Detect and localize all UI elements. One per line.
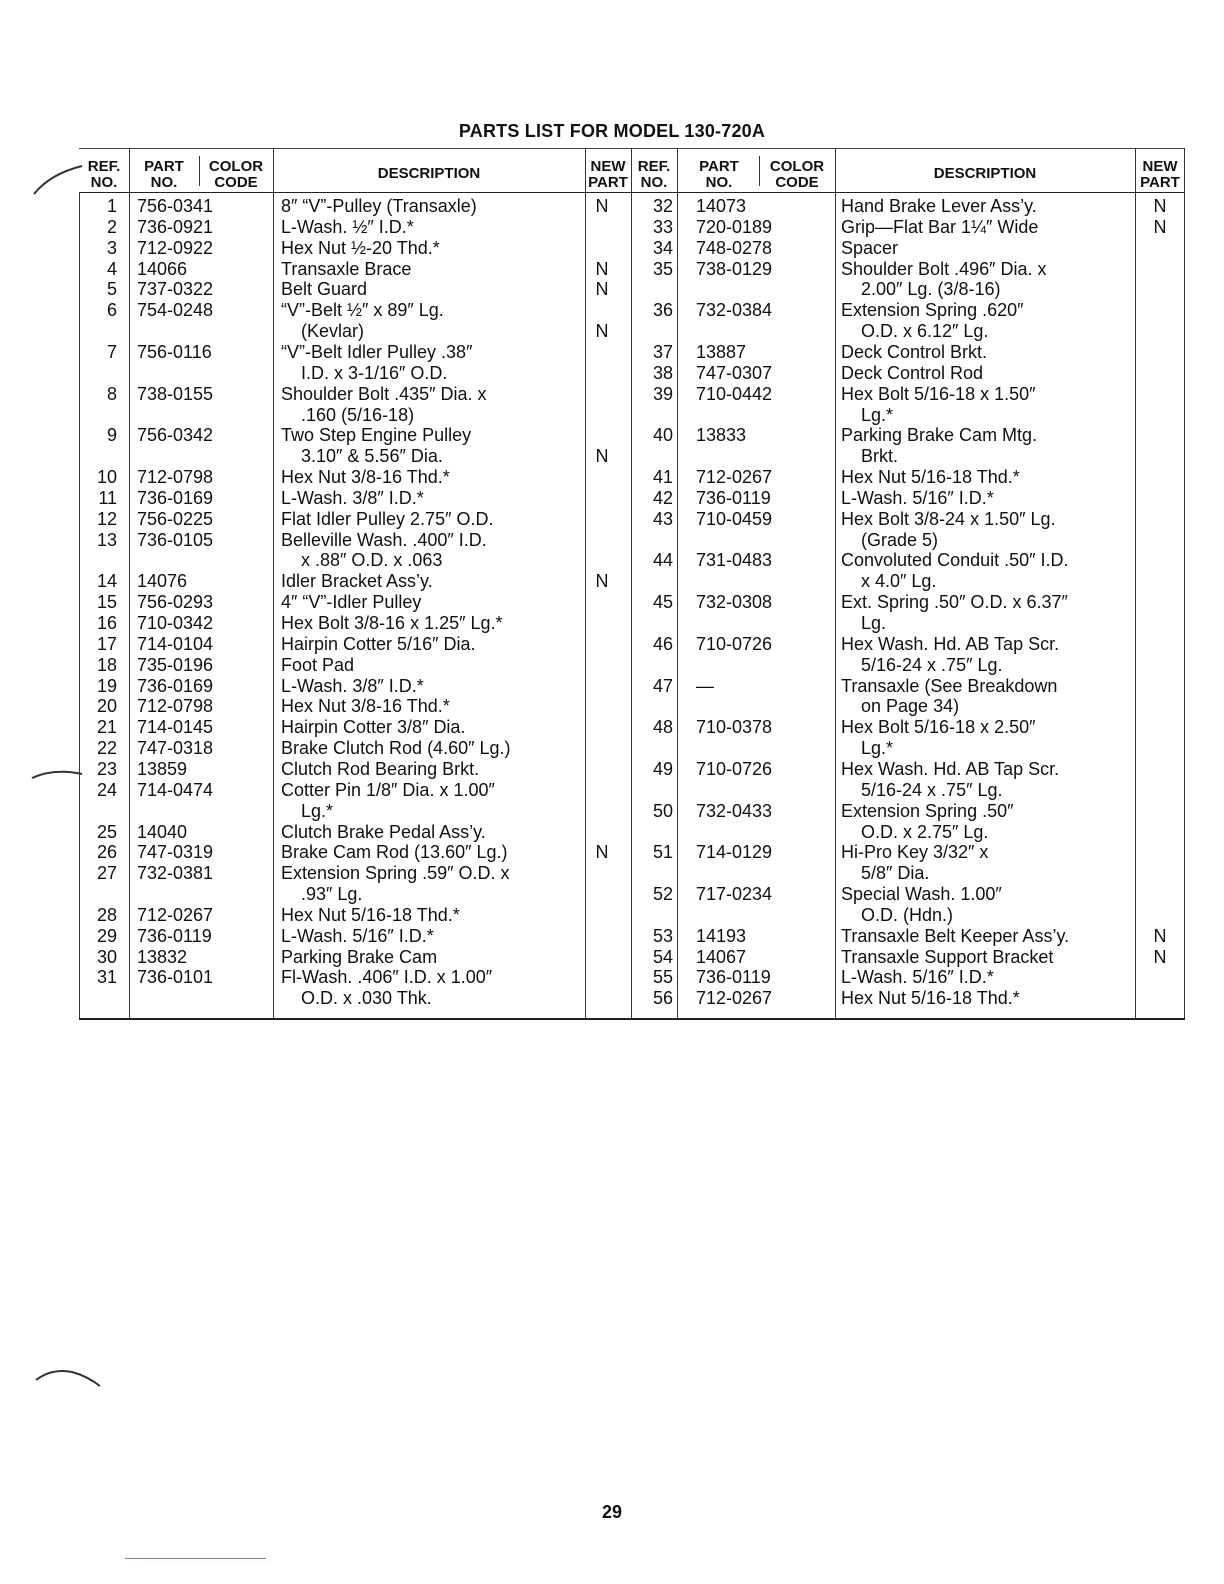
new-part-cell: N — [595, 446, 609, 467]
ref-no-cell: 2 — [106, 216, 117, 237]
part-no-cell: 710-0726 — [696, 633, 773, 654]
part-no-cell: 712-0798 — [137, 696, 214, 717]
part-no-cell: 13833 — [696, 425, 747, 446]
ref-no-cell: 19 — [96, 675, 117, 696]
ref-no-cell: 31 — [96, 967, 117, 988]
header-new-label: NEW — [590, 158, 626, 175]
description-cell: Belt Guard — [281, 279, 368, 300]
header-color-code-left — [199, 148, 273, 192]
description-cell: Clutch Rod Bearing Brkt. — [281, 758, 480, 779]
part-no-cell: 738-0129 — [696, 258, 773, 279]
description-cell: Hex Nut ½-20 Thd.* — [281, 237, 440, 258]
part-no-cell: 712-0922 — [137, 237, 214, 258]
new-part-cell: N — [595, 571, 609, 592]
ref-no-cell: 29 — [96, 925, 117, 946]
table-row — [79, 696, 1185, 717]
scan-mark-icon — [28, 760, 88, 800]
part-no-cell: 748-0278 — [696, 237, 773, 258]
part-no-cell: 14073 — [696, 196, 747, 216]
ref-no-cell: 32 — [652, 196, 673, 216]
description-cell: Grip—Flat Bar 1¼″ Wide — [841, 216, 1039, 237]
part-no-cell: 732-0308 — [696, 592, 773, 613]
ref-no-cell: 20 — [96, 696, 117, 717]
table-row — [79, 634, 1185, 655]
table-row — [79, 926, 1185, 947]
new-part-cell: N — [595, 258, 609, 279]
description-cell: Transaxle Support Bracket — [841, 946, 1054, 967]
table-row — [79, 884, 1185, 905]
description-cell: .93″ Lg. — [281, 884, 363, 905]
description-cell: Hi-Pro Key 3/32″ x — [841, 842, 989, 863]
new-part-cell: N — [1153, 925, 1167, 946]
description-cell: 4″ “V”-Idler Pulley — [281, 592, 422, 613]
ref-no-cell: 44 — [652, 550, 673, 571]
description-cell: .160 (5/16-18) — [281, 404, 415, 425]
parts-table — [79, 148, 1185, 1019]
description-cell: O.D. x 2.75″ Lg. — [841, 821, 989, 842]
description-cell: Transaxle Belt Keeper Ass’y. — [841, 925, 1070, 946]
part-no-cell: 13832 — [137, 946, 188, 967]
header-description-left — [273, 148, 585, 192]
description-cell: Extension Spring .620″ — [841, 300, 1024, 321]
part-no-cell: 732-0381 — [137, 863, 214, 884]
ref-no-cell: 37 — [652, 341, 673, 362]
description-cell: “V”-Belt ½″ x 89″ Lg. — [281, 300, 444, 321]
header-color-code-right — [759, 148, 835, 192]
ref-no-cell: 33 — [652, 216, 673, 237]
part-no-cell: 712-0267 — [696, 467, 773, 488]
part-no-cell: 747-0307 — [696, 362, 773, 383]
description-cell: Deck Control Rod — [841, 362, 984, 383]
part-no-cell: 720-0189 — [696, 216, 773, 237]
description-cell: (Grade 5) — [841, 529, 939, 550]
description-cell: Brake Cam Rod (13.60″ Lg.) — [281, 842, 508, 863]
ref-no-cell: 13 — [96, 529, 117, 550]
table-row — [79, 321, 1185, 342]
description-cell: L-Wash. ½″ I.D.* — [281, 216, 414, 237]
description-cell: Lg. — [841, 613, 887, 633]
header-new-part-left — [585, 148, 631, 192]
table-row — [79, 655, 1185, 676]
ref-no-cell: 22 — [96, 738, 117, 759]
description-cell: Hex Nut 3/8-16 Thd.* — [281, 696, 450, 717]
part-no-cell: 14067 — [696, 946, 747, 967]
table-row — [79, 717, 1185, 738]
description-cell: L-Wash. 5/16″ I.D.* — [841, 487, 994, 508]
description-cell: L-Wash. 3/8″ I.D.* — [281, 675, 424, 696]
part-no-cell: 710-0342 — [137, 613, 214, 633]
new-part-cell: N — [595, 842, 609, 863]
description-cell: Shoulder Bolt .435″ Dia. x — [281, 383, 487, 404]
ref-no-cell: 40 — [652, 425, 673, 446]
description-cell: Lg.* — [841, 738, 894, 759]
scan-mark-icon — [32, 1362, 112, 1392]
part-no-cell: 738-0155 — [137, 383, 214, 404]
part-no-cell: 736-0105 — [137, 529, 214, 550]
part-no-cell: 756-0225 — [137, 508, 214, 529]
part-no-cell: 14040 — [137, 821, 188, 842]
part-no-cell: 13887 — [696, 341, 747, 362]
table-row — [79, 822, 1185, 843]
scan-mark-icon — [30, 160, 90, 200]
header-description-label: DESCRIPTION — [377, 165, 481, 182]
part-no-cell: 747-0318 — [137, 738, 214, 759]
description-cell: 2.00″ Lg. (3/8-16) — [841, 279, 1001, 300]
part-no-cell: 754-0248 — [137, 300, 214, 321]
ref-no-cell: 27 — [96, 863, 117, 884]
part-no-cell: 756-0116 — [137, 341, 212, 362]
header-part-flag-label: PART — [1140, 174, 1180, 191]
description-cell: L-Wash. 3/8″ I.D.* — [281, 487, 424, 508]
ref-no-cell: 3 — [106, 237, 117, 258]
ref-no-cell: 46 — [652, 633, 673, 654]
ref-no-cell: 26 — [96, 842, 117, 863]
part-no-cell: 714-0104 — [137, 633, 214, 654]
header-part-no-left — [129, 148, 199, 192]
part-no-cell: 13859 — [137, 758, 188, 779]
header-part-no-label: NO. — [150, 174, 178, 191]
description-cell: Parking Brake Cam Mtg. — [841, 425, 1038, 446]
part-no-cell: 731-0483 — [696, 550, 773, 571]
description-cell: 5/16-24 x .75″ Lg. — [841, 779, 1003, 800]
ref-no-cell: 36 — [652, 300, 673, 321]
ref-no-cell: 35 — [652, 258, 673, 279]
header-description-label: DESCRIPTION — [933, 165, 1037, 182]
description-cell: Idler Bracket Ass’y. — [281, 571, 433, 592]
header-ref-label: REF. — [637, 158, 671, 175]
description-cell: Hairpin Cotter 3/8″ Dia. — [281, 717, 466, 738]
table-row — [79, 259, 1185, 280]
description-cell: O.D. x .030 Thk. — [281, 988, 432, 1009]
part-no-cell: 732-0384 — [696, 300, 773, 321]
description-cell: on Page 34) — [841, 696, 960, 717]
new-part-cell: N — [1153, 216, 1167, 237]
ref-no-cell: 11 — [98, 487, 117, 508]
header-new-label: NEW — [1142, 158, 1178, 175]
description-cell: Hex Nut 5/16-18 Thd.* — [841, 988, 1020, 1009]
header-no-label: NO. — [90, 174, 118, 191]
description-cell: Hex Bolt 5/16-18 x 1.50″ — [841, 383, 1036, 404]
part-no-cell: 737-0322 — [137, 279, 214, 300]
ref-no-cell: 28 — [96, 904, 117, 925]
description-cell: Hex Bolt 3/8-16 x 1.25″ Lg.* — [281, 613, 503, 633]
description-cell: x .88″ O.D. x .063 — [281, 550, 443, 571]
description-cell: Hex Bolt 3/8-24 x 1.50″ Lg. — [841, 508, 1056, 529]
description-cell: Deck Control Brkt. — [841, 341, 988, 362]
table-row — [79, 446, 1185, 467]
table-bottom-rule — [79, 1018, 1185, 1020]
description-cell: Brake Clutch Rod (4.60″ Lg.) — [281, 738, 511, 759]
description-cell: Lg.* — [281, 800, 334, 821]
table-row — [79, 988, 1185, 1009]
part-no-cell: 736-0101 — [137, 967, 214, 988]
ref-no-cell: 10 — [96, 467, 117, 488]
ref-no-cell: 53 — [652, 925, 673, 946]
description-cell: Hex Nut 5/16-18 Thd.* — [281, 904, 460, 925]
table-row — [79, 967, 1185, 988]
description-cell: Transaxle (See Breakdown — [841, 675, 1058, 696]
part-no-cell: 732-0433 — [696, 800, 773, 821]
table-row — [79, 217, 1185, 238]
new-part-cell: N — [595, 321, 609, 342]
table-row — [79, 196, 1185, 217]
new-part-cell: N — [1153, 946, 1167, 967]
part-no-cell: 14066 — [137, 258, 188, 279]
description-cell: Foot Pad — [281, 654, 355, 675]
header-part-no-label: NO. — [705, 174, 733, 191]
description-cell: Special Wash. 1.00″ — [841, 884, 1002, 905]
table-row — [79, 279, 1185, 300]
header-divider-color-right — [759, 156, 760, 186]
table-row — [79, 509, 1185, 530]
description-cell: Extension Spring .59″ O.D. x — [281, 863, 510, 884]
description-cell: 5/16-24 x .75″ Lg. — [841, 654, 1003, 675]
ref-no-cell: 42 — [652, 487, 673, 508]
ref-no-cell: 30 — [96, 946, 117, 967]
ref-no-cell: 6 — [106, 300, 117, 321]
ref-no-cell: 14 — [96, 571, 117, 592]
table-row — [79, 300, 1185, 321]
table-row — [79, 488, 1185, 509]
description-cell: Fl-Wash. .406″ I.D. x 1.00″ — [281, 967, 493, 988]
header-color-label: COLOR — [208, 158, 264, 175]
header-ref-label: REF. — [87, 158, 121, 175]
description-cell: O.D. x 6.12″ Lg. — [841, 321, 989, 342]
description-cell: Hex Nut 3/8-16 Thd.* — [281, 467, 450, 488]
description-cell: 8″ “V”-Pulley (Transaxle) — [281, 196, 477, 216]
part-no-cell: 712-0798 — [137, 467, 214, 488]
description-cell: O.D. (Hdn.) — [841, 904, 954, 925]
part-no-cell: 736-0169 — [137, 675, 214, 696]
part-no-cell: 712-0267 — [137, 904, 214, 925]
header-part-label: PART — [699, 158, 739, 175]
part-no-cell: 735-0196 — [137, 654, 214, 675]
ref-no-cell: 48 — [652, 717, 673, 738]
part-no-cell: 714-0129 — [696, 842, 773, 863]
description-cell: Hex Bolt 5/16-18 x 2.50″ — [841, 717, 1036, 738]
page-title: PARTS LIST FOR MODEL 130-720A — [458, 121, 766, 141]
table-row — [79, 738, 1185, 759]
description-cell: Cotter Pin 1/8″ Dia. x 1.00″ — [281, 779, 495, 800]
table-row — [79, 530, 1185, 551]
table-row — [79, 676, 1185, 697]
header-code-label: CODE — [775, 174, 819, 191]
ref-no-cell: 34 — [652, 237, 673, 258]
description-cell: L-Wash. 5/16″ I.D.* — [281, 925, 434, 946]
ref-no-cell: 38 — [652, 362, 673, 383]
part-no-cell: 736-0119 — [696, 967, 771, 988]
description-cell: Spacer — [841, 237, 899, 258]
ref-no-cell: 15 — [96, 592, 117, 613]
new-part-cell: N — [1153, 196, 1167, 216]
description-cell: (Kevlar) — [281, 321, 365, 342]
description-cell: 3.10″ & 5.56″ Dia. — [281, 446, 443, 467]
description-cell: Hex Wash. Hd. AB Tap Scr. — [841, 758, 1060, 779]
ref-no-cell: 8 — [106, 383, 117, 404]
footer-rule — [125, 1558, 266, 1559]
description-cell: Brkt. — [841, 446, 899, 467]
part-no-cell: — — [696, 675, 714, 696]
description-cell: Hex Wash. Hd. AB Tap Scr. — [841, 633, 1060, 654]
table-row — [79, 550, 1185, 571]
table-row — [79, 863, 1185, 884]
ref-no-cell: 47 — [652, 675, 673, 696]
part-no-cell: 710-0378 — [696, 717, 773, 738]
table-row — [79, 759, 1185, 780]
ref-no-cell: 56 — [652, 988, 673, 1009]
ref-no-cell: 4 — [106, 258, 117, 279]
ref-no-cell: 7 — [106, 341, 117, 362]
header-part-label: PART — [144, 158, 184, 175]
part-no-cell: 710-0459 — [696, 508, 773, 529]
ref-no-cell: 12 — [96, 508, 117, 529]
description-cell: Belleville Wash. .400″ I.D. — [281, 529, 487, 550]
description-cell: L-Wash. 5/16″ I.D.* — [841, 967, 994, 988]
page-number: 29 — [601, 1502, 623, 1522]
part-no-cell: 736-0169 — [137, 487, 214, 508]
part-no-cell: 712-0267 — [696, 988, 773, 1009]
description-cell: “V”-Belt Idler Pulley .38″ — [281, 341, 473, 362]
description-cell: Parking Brake Cam — [281, 946, 438, 967]
part-no-cell: 14193 — [696, 925, 747, 946]
part-no-cell: 756-0293 — [137, 592, 214, 613]
header-no-label: NO. — [640, 174, 668, 191]
description-cell: Two Step Engine Pulley — [281, 425, 472, 446]
part-no-cell: 756-0341 — [137, 196, 214, 216]
part-no-cell: 714-0145 — [137, 717, 214, 738]
ref-no-cell: 51 — [652, 842, 673, 863]
ref-no-cell: 45 — [652, 592, 673, 613]
description-cell: Hairpin Cotter 5/16″ Dia. — [281, 633, 476, 654]
table-row — [79, 571, 1185, 592]
header-divider-color-left — [199, 156, 200, 186]
part-no-cell: 736-0921 — [137, 216, 214, 237]
header-part-no-right — [679, 148, 759, 192]
part-no-cell: 756-0342 — [137, 425, 214, 446]
ref-no-cell: 49 — [652, 758, 673, 779]
part-no-cell: 736-0119 — [696, 487, 771, 508]
ref-no-cell: 25 — [96, 821, 117, 842]
header-description-right — [835, 148, 1135, 192]
table-row — [79, 384, 1185, 405]
description-cell: Transaxle Brace — [281, 258, 412, 279]
new-part-cell: N — [595, 196, 609, 216]
ref-no-cell: 23 — [96, 758, 117, 779]
ref-no-cell: 9 — [106, 425, 117, 446]
ref-no-cell: 43 — [652, 508, 673, 529]
description-cell: 5/8″ Dia. — [841, 863, 930, 884]
part-no-cell: 14076 — [137, 571, 188, 592]
header-new-part-right — [1135, 148, 1185, 192]
header-part-flag-label: PART — [588, 174, 628, 191]
header-code-label: CODE — [214, 174, 258, 191]
description-cell: Extension Spring .50″ — [841, 800, 1014, 821]
ref-no-cell: 21 — [96, 717, 117, 738]
description-cell: Convoluted Conduit .50″ I.D. — [841, 550, 1069, 571]
part-no-cell: 736-0119 — [137, 925, 212, 946]
table-row — [79, 613, 1185, 634]
ref-no-cell: 16 — [96, 613, 117, 633]
ref-no-cell: 1 — [106, 196, 117, 216]
description-cell: Lg.* — [841, 404, 894, 425]
table-row — [79, 425, 1185, 446]
description-cell: x 4.0″ Lg. — [841, 571, 937, 592]
table-row — [79, 342, 1185, 363]
table-row — [79, 842, 1185, 863]
description-cell: I.D. x 3-1/16″ O.D. — [281, 362, 448, 383]
header-color-label: COLOR — [769, 158, 825, 175]
description-cell: Flat Idler Pulley 2.75″ O.D. — [281, 508, 494, 529]
header-ref-no-right — [631, 148, 677, 192]
description-cell: Clutch Brake Pedal Ass’y. — [281, 821, 486, 842]
ref-no-cell: 39 — [652, 383, 673, 404]
description-cell: Hand Brake Lever Ass’y. — [841, 196, 1037, 216]
part-no-cell: 710-0726 — [696, 758, 773, 779]
ref-no-cell: 54 — [652, 946, 673, 967]
description-cell: Shoulder Bolt .496″ Dia. x — [841, 258, 1047, 279]
table-row — [79, 467, 1185, 488]
table-row — [79, 363, 1185, 384]
description-cell: Ext. Spring .50″ O.D. x 6.37″ — [841, 592, 1068, 613]
ref-no-cell: 52 — [652, 884, 673, 905]
table-row — [79, 405, 1185, 426]
new-part-cell: N — [595, 279, 609, 300]
part-no-cell: 710-0442 — [696, 383, 773, 404]
ref-no-cell: 5 — [106, 279, 117, 300]
part-no-cell: 747-0319 — [137, 842, 214, 863]
ref-no-cell: 50 — [652, 800, 673, 821]
ref-no-cell: 17 — [96, 633, 117, 654]
part-no-cell: 714-0474 — [137, 779, 214, 800]
ref-no-cell: 24 — [96, 779, 117, 800]
ref-no-cell: 55 — [652, 967, 673, 988]
table-row — [79, 801, 1185, 822]
table-row — [79, 905, 1185, 926]
ref-no-cell: 18 — [96, 654, 117, 675]
description-cell: Hex Nut 5/16-18 Thd.* — [841, 467, 1020, 488]
table-row — [79, 780, 1185, 801]
part-no-cell: 717-0234 — [696, 884, 773, 905]
table-row — [79, 238, 1185, 259]
table-row — [79, 592, 1185, 613]
table-row — [79, 947, 1185, 968]
ref-no-cell: 41 — [652, 467, 673, 488]
